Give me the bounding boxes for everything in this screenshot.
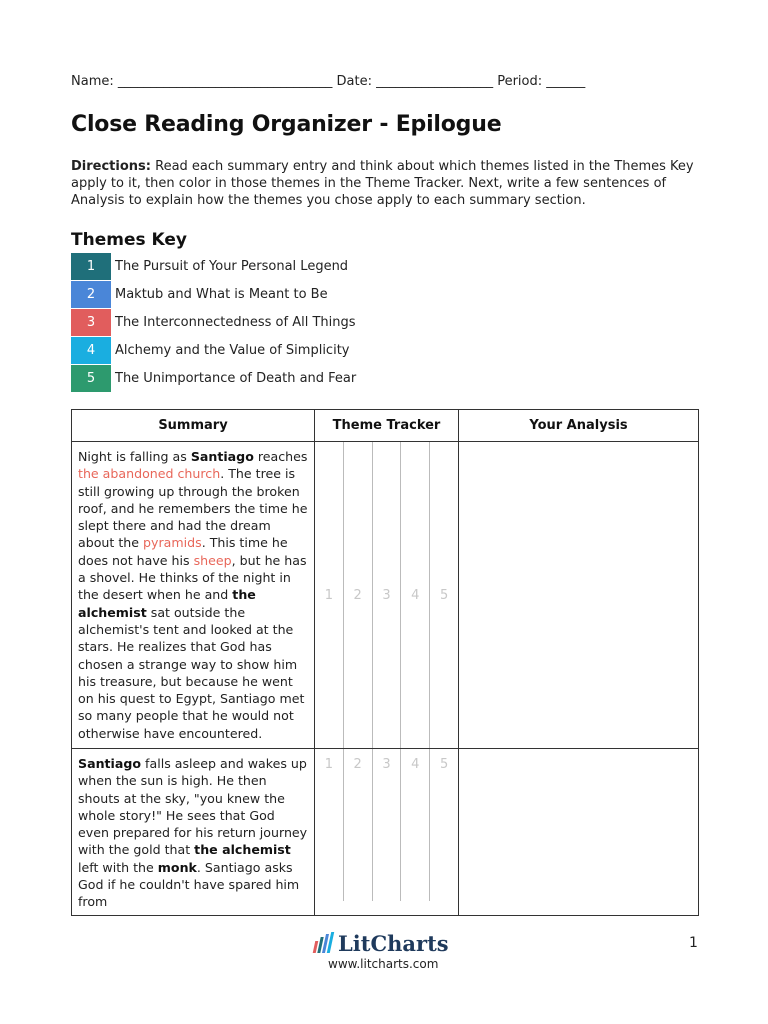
character-name: Santiago: [78, 756, 142, 771]
theme-label: Alchemy and the Value of Simplicity: [115, 342, 350, 358]
theme-key-item: [71, 308, 356, 336]
table-row: [72, 442, 699, 749]
table-header-row: [72, 410, 699, 442]
theme-number-badge: 3: [71, 309, 111, 336]
theme-tracker-box[interactable]: 3: [372, 442, 401, 748]
character-name: the alchemist: [78, 587, 256, 620]
theme-tracker-box[interactable]: 2: [343, 442, 372, 748]
logo-text: LitCharts: [338, 930, 449, 956]
theme-number-badge: 1: [71, 253, 111, 280]
symbol-highlight: pyramids: [143, 535, 202, 551]
directions-text: Read each summary entry and think about which themes listed in the Themes Key apply to it, then color in those themes in the Theme Tracker. Next, write a few sentences of Analysis to explain how the themes you chose apply to each summary section.: [71, 159, 694, 208]
character-name: the alchemist: [194, 842, 291, 858]
summary-cell: [72, 749, 315, 916]
theme-number-badge: 4: [71, 337, 111, 364]
symbol-highlight: the abandoned church: [78, 466, 221, 482]
summary-text: sat outside the alchemist's tent and looked at the stars. He realizes that God has chosen a strange way to show him his treasure, but because he went on his quest to Egypt, Santiago met so many people that he would not otherwise have encountered.: [78, 604, 305, 741]
directions: [71, 158, 701, 209]
theme-tracker-box[interactable]: 1: [324, 587, 334, 603]
theme-key-item: [71, 252, 356, 280]
theme-tracker-box[interactable]: 2: [343, 749, 372, 901]
theme-label: The Unimportance of Death and Fear: [115, 370, 357, 386]
summary-text: left with the: [78, 859, 158, 875]
summary-text: , but he has a shovel. He thinks of the night in the desert when he and: [78, 552, 307, 603]
theme-tracker-box[interactable]: 3: [372, 749, 401, 901]
summary-text: . This time he does not have his: [78, 535, 288, 568]
theme-label: The Pursuit of Your Personal Legend: [115, 258, 349, 274]
student-info-line: Name: _________________________________ Date: __________________ Period: ______: [71, 74, 586, 89]
theme-key-item: [71, 364, 356, 392]
analysis-cell[interactable]: [459, 442, 699, 749]
table-row: [72, 749, 699, 916]
organizer-table: [71, 409, 699, 916]
summary-text: . Santiago asks God if he couldn't have spared him from: [78, 859, 300, 910]
theme-tracker-box[interactable]: 5: [429, 442, 458, 748]
theme-number-badge: 2: [71, 281, 111, 308]
symbol-highlight: sheep: [193, 552, 232, 568]
character-name: Santiago: [190, 449, 254, 464]
page-title: Close Reading Organizer - Epilogue: [71, 112, 502, 137]
summary-text: Night is falling as: [78, 449, 191, 464]
theme-tracker-box[interactable]: 5: [429, 749, 458, 901]
summary-text: falls asleep and wakes up when the sun is high. He then shouts at the sky, "you knew the whole story!" He sees that God even prepared for his return journey with the gold that: [78, 756, 308, 858]
directions-label: Directions:: [71, 159, 151, 174]
analysis-cell[interactable]: [459, 749, 699, 916]
theme-label: Maktub and What is Meant to Be: [115, 286, 328, 302]
character-name: monk: [157, 859, 197, 875]
theme-tracker-cell: [315, 749, 459, 916]
theme-number-badge: 5: [71, 365, 111, 392]
analysis-header: Your Analysis: [459, 410, 699, 442]
footer-url: www.litcharts.com: [328, 957, 439, 971]
theme-tracker-cell: [315, 442, 459, 749]
logo-bars-icon: [314, 933, 334, 953]
page-number: 1: [689, 935, 698, 951]
summary-text: reaches: [253, 449, 308, 464]
theme-tracker-box[interactable]: 4: [400, 749, 429, 901]
theme-tracker-box[interactable]: 1: [324, 757, 334, 772]
summary-text: . The tree is still growing up through the broken roof, and he remembers the time he slept there and had the dream about the: [78, 466, 308, 551]
themes-key-title: Themes Key: [71, 230, 187, 250]
themes-key: [71, 252, 356, 392]
theme-tracker-header: Theme Tracker: [315, 410, 459, 442]
theme-key-item: [71, 280, 356, 308]
theme-key-item: [71, 336, 356, 364]
summary-header: Summary: [72, 410, 315, 442]
litcharts-logo: [314, 928, 464, 958]
summary-cell: [72, 442, 315, 749]
theme-tracker-box[interactable]: 4: [400, 442, 429, 748]
theme-label: The Interconnectedness of All Things: [115, 314, 356, 330]
